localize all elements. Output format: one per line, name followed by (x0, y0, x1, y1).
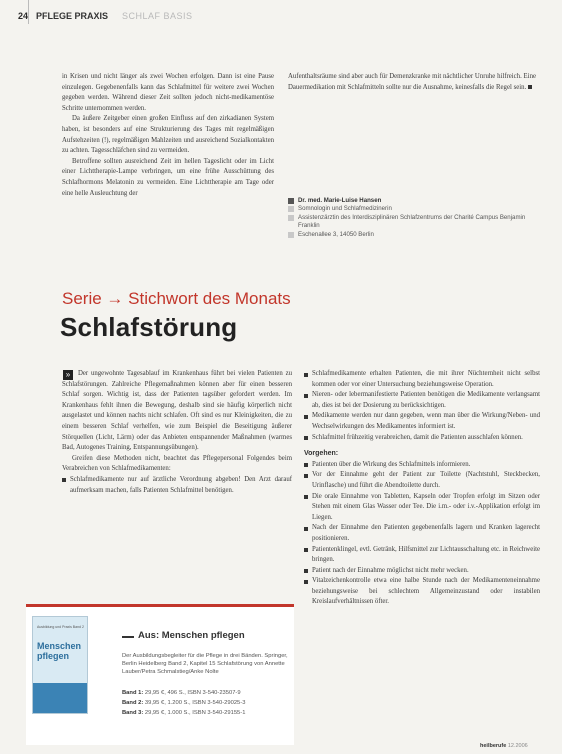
list-item (304, 566, 540, 577)
list-item-text: Patient nach der Einnahme möglichst nicht mehr wecken. (312, 566, 469, 574)
book-dash-icon (122, 636, 134, 638)
intro-paragraph: Der ungewohnte Tagesablauf im Krankenhaus führt bei vielen Patienten zu Schlafstörungen. Zahlreiche Pflegemaßnahmen können aber für einen besseren Schlaf sorgen. Wichtig ist, dass der Patienten tagsüber gefordert werden. Im Krankenhaus fehlt ihnen die Bewegung, deshalb sind sie häufig körperlich nicht ausgelastet und können nachts nicht schlafen. Oft sind es nur Kleinigkeiten, die zu einem besseren Schlaf verhelfen, wie zum Beispiel die Beseitigung äußerer Störquellen (Licht, Lärm) oder das Anbieten entspannender Maßnahmen (warmes Bad, Autogenes Training, Entspannungsübungen). (62, 370, 292, 452)
book-band-line (122, 690, 290, 696)
bullet-icon (304, 373, 308, 377)
author-box (288, 197, 536, 239)
list-item-text: Patienten über die Wirkung des Schlafmittels informieren. (312, 460, 471, 468)
footer-brand: heilberufe (480, 743, 507, 749)
paragraph: Betroffene sollten ausreichend Zeit im hellen Tageslicht oder im Licht einer Lichttherapie-Lampe verbringen, um eine frühe Ausschüttung des Schlafhormons Melatonin zu vermeiden. Eine Lichttherapie am Tage oder eine helle Ausleuchtung der (62, 157, 274, 197)
list-item (304, 576, 540, 608)
list-item-text: Schlafmittel frühzeitig verabreichen, damit die Patienten ausschlafen können. (312, 433, 523, 441)
list-item (304, 433, 540, 444)
list-item-text: Schlafmedikamente erhalten Patienten, die mit ihrer Nüchternheit nicht selbst kommen oder vor einer Untersuchung beziehungsweise Operation. (312, 370, 540, 388)
author-line: Eschenallee 3, 14050 Berlin (298, 230, 374, 238)
list-item (304, 411, 540, 432)
book-cover (32, 616, 88, 714)
bullet-icon (304, 580, 308, 584)
paragraph: in Krisen und nicht länger als zwei Wochen erfolgen. Dann ist eine Pause einzulegen. Gegebenenfalls kann das Schlafmittel für weitere zwei Wochen gegeben werden. Während dieser Zeit sollten jedoch nicht-medikamentöse Schritte unternommen werden. (62, 73, 274, 112)
top-right-column (288, 72, 536, 93)
list-item (304, 369, 540, 390)
bullet-icon (304, 569, 308, 573)
list-item (304, 470, 540, 491)
main-right-column (304, 369, 540, 608)
list-item-text: Die orale Einnahme von Tabletten, Kapseln oder Tropfen erfolgt im Sitzen oder Stehen mit einem Glas Wasser oder Tee. Die i.m.- oder i.v.-Applikation erfolgt im Liegen. (312, 492, 540, 521)
paragraph: Da äußere Zeitgeber einen großen Einfluss auf den zirkadianen System haben, ist besonders auf eine Strukturierung des Tages mit regelmäßigen Aufstehzeiten (!), regelmäßigen Mahlzeiten und ausreichend Sozialkontakten zu achten. Tagesschläfchen sind zu vermeiden. (62, 115, 274, 155)
procedure-heading: Vorgehen: (304, 450, 339, 458)
bullet-icon (304, 495, 308, 499)
list-item-text: Vitalzeichenkontrolle etwa eine halbe Stunde nach der Medikamenteneinnahme beziehungsweise bei schlechtem Allgemeinzustand oder instabilen Kreislaufverhältnissen öfter. (312, 577, 540, 606)
author-square-icon (288, 206, 294, 212)
series-label: Serie → Stichwort des Monats (62, 289, 291, 308)
book-heading: Aus: Menschen pflegen (138, 630, 245, 641)
main-left-column (62, 369, 292, 496)
list-item-text: Vor der Einnahme geht der Patient zur Toilette (Nachtstuhl, Steckbecken, Urinflasche) und führt die Abendtoilette durch. (312, 471, 540, 489)
paragraph (288, 72, 536, 93)
page-footer (480, 743, 528, 749)
book-description: Der Ausbildungsbegleiter für die Pflege in drei Bänden. Springer, Berlin Heidelberg Band 2, Kapitel 15 Schlafstörung von Annette Lauber/Petra Schmalstieg/Anke Nolte (122, 653, 288, 675)
bullet-icon (304, 436, 308, 440)
author-square-icon (288, 198, 294, 204)
arrow-icon: » (63, 370, 73, 380)
author-square-icon (288, 215, 294, 221)
cover-band (33, 683, 87, 713)
list-item (304, 390, 540, 411)
list-item (304, 460, 540, 471)
article-title: Schlafstörung (60, 312, 238, 342)
author-line: Somnologin und Schlafmedizinerin (298, 205, 392, 213)
list-item-text: Patientenklingel, evtl. Getränk, Hilfsmittel zur Lichtausschaltung etc. in Reichweite bringen. (312, 545, 541, 564)
list-item (304, 545, 540, 566)
paragraph-text: Aufenthaltsräume sind aber auch für Demenzkranke mit nächtlicher Unruhe hilfreich. Eine Dauermedikation mit Schlafmitteln sollte nur die Ausnahme, keinesfalls die Regel sein. (288, 73, 536, 91)
list-item-text: Nach der Einnahme den Patienten gegebenenfalls lagern und Kranken lagerecht positionieren. (312, 524, 540, 542)
subsection-label: SCHLAF BASIS (122, 11, 193, 21)
band-text: 39,95 €, 1.200 S., ISBN 3-540-29025-3 (143, 700, 246, 706)
author-name: Dr. med. Marie-Luise Hansen (298, 197, 382, 204)
band-label: Band 1: (122, 690, 144, 696)
list-item-text: Nieren- oder lebermanifestierte Patienten benötigen die Medikamente verlangsamt ab, dies ist bei der Dosierung zu berücksichtigen. (312, 391, 540, 409)
cover-subtitle: Ausbildung und Praxis Band 2 (37, 625, 84, 629)
author-line: Assistenzärztin des Interdisziplinären Schlafzentrums der Charité Campus Benjamin Franklin (298, 213, 526, 230)
bullet-icon (304, 394, 308, 398)
footer-issue: 12.2006 (507, 743, 528, 749)
header-divider (28, 0, 29, 24)
band-text: 29,95 €, 1.000 S., ISBN 3-540-29155-1 (143, 710, 246, 716)
bullet-icon (304, 548, 308, 552)
list-item-text: Medikamente werden nur dann gegeben, wenn man über die Wirkung/Neben- und Wechselwirkungen des Medikamentes informiert ist. (312, 412, 540, 430)
page-number: 24 (18, 11, 29, 21)
list-item (304, 523, 540, 544)
paragraph: Greifen diese Methoden nicht, beachtet das Pflegepersonal Folgendes beim Verabreichen von Schlafmedikamenten: (62, 454, 292, 473)
book-band-line (122, 710, 290, 716)
band-label: Band 2: (122, 700, 144, 706)
top-left-column (62, 72, 274, 199)
list-item (62, 475, 292, 496)
band-text: 29,95 €, 496 S., ISBN 3-540-23507-9 (143, 690, 241, 696)
section-label: PFLEGE PRAXIS (36, 11, 109, 21)
list-item (304, 492, 540, 524)
bullet-icon (304, 415, 308, 419)
list-item-text: Schlafmedikamente nur auf ärztliche Verordnung abgeben! Den Arzt darauf aufmerksam machen, falls Patienten Schlafmittel benötigen. (70, 475, 292, 494)
page-header (0, 0, 562, 30)
end-mark-icon (528, 85, 532, 89)
bullet-icon (304, 527, 308, 531)
cover-title: Menschen pflegen (37, 641, 82, 661)
bullet-icon (304, 474, 308, 478)
bullet-icon (304, 463, 308, 467)
band-label: Band 3: (122, 710, 144, 716)
author-square-icon (288, 232, 294, 238)
book-band-line (122, 700, 290, 706)
bullet-icon (62, 478, 66, 482)
